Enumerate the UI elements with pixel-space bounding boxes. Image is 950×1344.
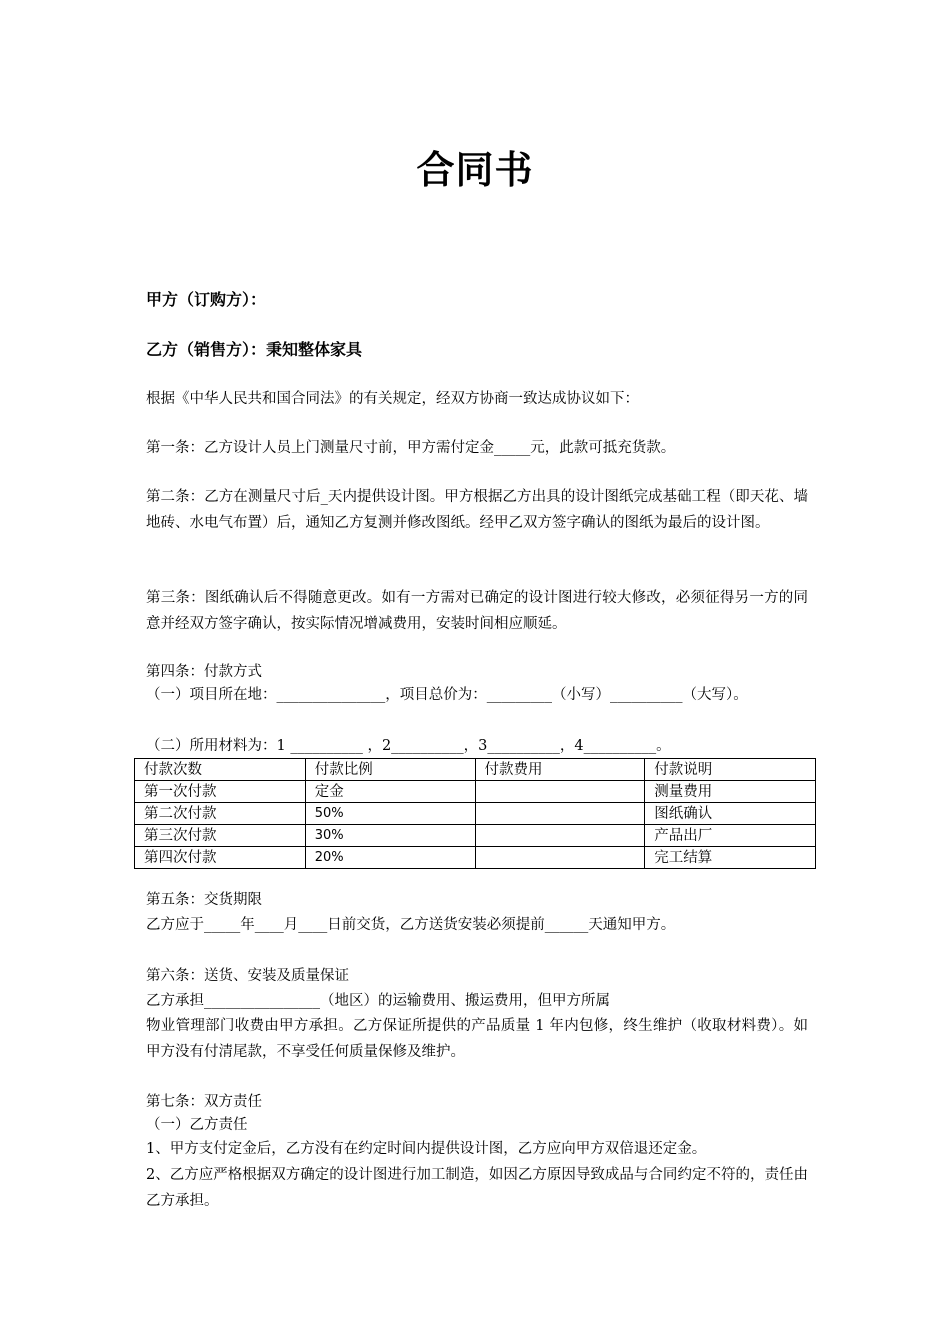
table-cell: 图纸确认: [645, 803, 816, 825]
party-b-label: 乙方（销售方）：秉知整体家具: [146, 340, 363, 359]
article-6-body: 物业管理部门收费由甲方承担。乙方保证所提供的产品质量 1 年内包修，终生维护（收取材料费）。如甲方没有付清尾款，不享受任何质量保修及维护。: [146, 1018, 808, 1060]
table-cell: 测量费用: [645, 781, 816, 803]
article-2: 第二条：乙方在测量尺寸后_天内提供设计图。甲方根据乙方出具的设计图纸完成基础工程（即天花、墙地砖、水电气布置）后，通知乙方复测并修改图纸。经甲乙双方签字确认的图纸为最后的设计图。: [146, 489, 808, 531]
table-header-cell: 付款比例: [305, 759, 475, 781]
article-7-point-1: 1、甲方支付定金后，乙方没有在约定时间内提供设计图，乙方应向甲方双倍退还定金。: [146, 1141, 707, 1157]
table-row: [135, 803, 816, 825]
article-7-point-2: 2、乙方应严格根据双方确定的设计图进行加工制造，如因乙方原因导致成品与合同约定不符的，责任由乙方承担。: [146, 1167, 808, 1209]
article-1: 第一条：乙方设计人员上门测量尺寸前，甲方需付定金_____元，此款可抵充货款。: [146, 440, 676, 456]
article-4-heading: 第四条：付款方式: [146, 664, 262, 680]
article-3: 第三条：图纸确认后不得随意更改。如有一方需对已确定的设计图进行较大修改，必须征得另一方的同意并经双方签字确认，按实际情况增减费用，安装时间相应顺延。: [146, 590, 808, 632]
intro-text: 根据《中华人民共和国合同法》的有关规定，经双方协商一致达成协议如下：: [146, 391, 639, 407]
article-5-body: 乙方应于_____年____月____日前交货，乙方送货安装必须提前______天通知甲方。: [146, 917, 676, 933]
article-4-item-1: （一）项目所在地：_______________，项目总价为：_________（小写）__________（大写）。: [146, 687, 748, 703]
party-a-label: 甲方（订购方）：: [146, 290, 267, 309]
article-6-heading: 第六条：送货、安装及质量保证: [146, 968, 349, 984]
article-5-heading: 第五条：交货期限: [146, 892, 262, 908]
table-cell: [475, 803, 645, 825]
article-7-subheading: （一）乙方责任: [146, 1117, 248, 1133]
table-row: [135, 847, 816, 869]
table-cell: 20%: [305, 847, 475, 869]
table-header-cell: 付款说明: [645, 759, 816, 781]
table-cell: 第三次付款: [135, 825, 306, 847]
table-header-row: [135, 759, 816, 781]
table-header-cell: 付款次数: [135, 759, 306, 781]
table-cell: [475, 847, 645, 869]
article-7-heading: 第七条：双方责任: [146, 1094, 262, 1110]
table-cell: 第一次付款: [135, 781, 306, 803]
table-cell: 定金: [305, 781, 475, 803]
article-6-line-1: 乙方承担________________（地区）的运输费用、搬运费用，但甲方所属: [146, 993, 610, 1009]
table-cell: [475, 825, 645, 847]
payment-table: [134, 758, 816, 869]
table-cell: 第四次付款: [135, 847, 306, 869]
table-cell: 完工结算: [645, 847, 816, 869]
table-cell: 50%: [305, 803, 475, 825]
table-row: [135, 825, 816, 847]
table-cell: 30%: [305, 825, 475, 847]
table-cell: 产品出厂: [645, 825, 816, 847]
table-row: [135, 781, 816, 803]
page-title: 合同书: [416, 148, 534, 192]
table-cell: [475, 781, 645, 803]
table-cell: 第二次付款: [135, 803, 306, 825]
article-4-item-2: （二）所用材料为：1 __________ ，2__________，3__________，4__________。: [146, 738, 671, 754]
table-header-cell: 付款费用: [475, 759, 645, 781]
